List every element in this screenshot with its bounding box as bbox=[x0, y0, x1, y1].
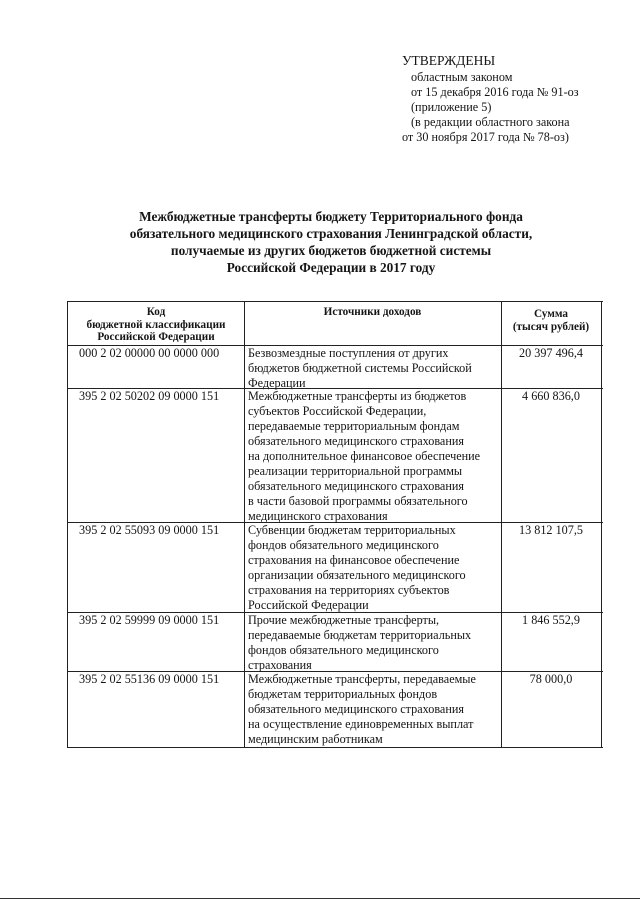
row-code: 395 2 02 55136 09 0000 151 bbox=[79, 672, 220, 686]
row-source: Прочие межбюджетные трансферты, передаваемые бюджетам территориальных фондов обязательного медицинского страхования bbox=[248, 613, 472, 672]
row-source: Межбюджетные трансферты, передаваемые бюджетам территориальных фондов обязательного медицинского страхования на осуществление единовременных выплат медицинским работникам bbox=[248, 672, 476, 746]
approval-block bbox=[402, 52, 579, 145]
row-sum: 78 000,0 bbox=[529, 672, 573, 686]
approval-line: областным законом bbox=[411, 70, 513, 84]
title-line: получаемые из других бюджетов бюджетной системы bbox=[170, 243, 492, 258]
header-code: Код бюджетной классификации Российской Федерации bbox=[86, 306, 226, 343]
approval-heading: УТВЕРЖДЕНЫ bbox=[402, 53, 496, 68]
row-source: Межбюджетные трансферты из бюджетов субъектов Российской Федерации, передаваемые территориальным фондам обязательного медицинского страхования на дополнительное финансовое обеспечение реализации территориальной программы обязательного медицинского страхования в части базовой программы обязательного медицинского страхования bbox=[248, 389, 481, 523]
row-code: 395 2 02 59999 09 0000 151 bbox=[79, 613, 220, 627]
scan-edge-line bbox=[0, 898, 640, 899]
row-sum: 1 846 552,9 bbox=[522, 613, 580, 627]
document-title bbox=[90, 208, 572, 276]
approval-line: от 15 декабря 2016 года № 91-оз bbox=[411, 85, 579, 99]
approval-line: от 30 ноября 2017 года № 78-оз) bbox=[402, 130, 569, 144]
row-sum: 13 812 107,5 bbox=[519, 523, 583, 537]
column-divider bbox=[244, 302, 245, 748]
row-divider bbox=[68, 747, 603, 748]
row-code: 395 2 02 50202 09 0000 151 bbox=[79, 389, 220, 403]
row-sum: 20 397 496,4 bbox=[519, 346, 583, 360]
column-divider bbox=[601, 302, 602, 748]
row-source: Субвенции бюджетам территориальных фондов обязательного медицинского страхования на финансовое обеспечение организации обязательного медицинского страхования на территориях субъектов Российской Федерации bbox=[248, 523, 466, 612]
row-code: 395 2 02 55093 09 0000 151 bbox=[79, 523, 220, 537]
approval-line: (приложение 5) bbox=[411, 100, 492, 114]
row-sum: 4 660 836,0 bbox=[522, 389, 580, 403]
title-line: Российской Федерации в 2017 году bbox=[226, 260, 436, 275]
transfers-table bbox=[67, 301, 603, 748]
header-sum: Сумма (тысяч рублей) bbox=[512, 308, 590, 333]
row-source: Безвозмездные поступления от других бюджетов бюджетной системы Российской Федерации bbox=[248, 346, 472, 390]
title-line: Межбюджетные трансферты бюджету Территориального фонда bbox=[139, 209, 523, 224]
header-source: Источники доходов bbox=[323, 306, 422, 318]
approval-line: (в редакции областного закона bbox=[411, 115, 570, 129]
row-code: 000 2 02 00000 00 0000 000 bbox=[79, 346, 220, 360]
title-line: обязательного медицинского страхования Ленинградской области, bbox=[129, 226, 533, 241]
